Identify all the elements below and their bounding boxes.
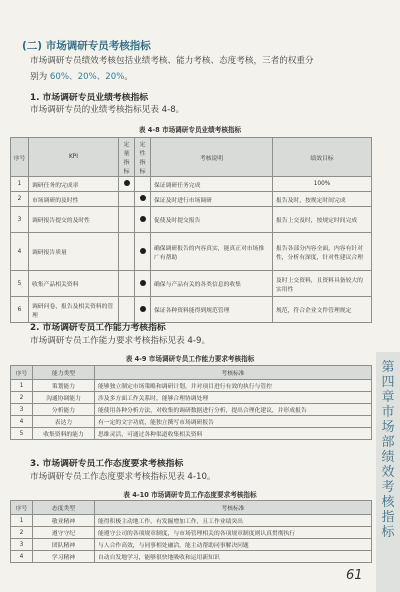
cell-qual <box>135 207 151 233</box>
chapter-side-tab <box>376 0 400 592</box>
side-chapter-title: 第四章 市场部绩效考核指标 <box>381 360 395 540</box>
qualitative-marker-icon <box>140 248 146 254</box>
cell-target: 及时上交资料，且资料具备较大的实用性 <box>273 271 372 297</box>
cell-type: 沟通协调能力 <box>33 392 95 404</box>
cell-type: 学习精神 <box>33 551 95 563</box>
cell-no: 2 <box>11 392 33 404</box>
cell-kpi: 调研问卷、报告及相关资料的管理 <box>29 297 119 323</box>
cell-no: 1 <box>11 515 33 527</box>
cell-qual <box>135 192 151 207</box>
cell-desc: 保证各种资料能得到规范管理 <box>151 297 273 323</box>
subsection-1-title: 1. 市场调研专员业绩考核指标 <box>30 93 149 103</box>
cell-type: 策划能力 <box>33 380 95 392</box>
qualitative-marker-icon <box>140 306 146 312</box>
subsection-2-title: 2. 市场调研专员工作能力考核指标 <box>30 323 166 333</box>
cell-standard: 与人合作高效，与同事相处融洽，能主动帮助同事解决问题 <box>95 539 372 551</box>
cell-qual <box>135 177 151 192</box>
cell-standard: 能得积极主动地工作，有发掘增加工作，且工作业绩突出 <box>95 515 372 527</box>
table-row <box>11 192 372 207</box>
col-header: 考核标准 <box>95 366 372 380</box>
table-4-9 <box>10 365 372 440</box>
cell-kpi: 调研报告质量 <box>29 233 119 271</box>
cell-target: 100% <box>273 177 372 192</box>
col-header: 定性指标 <box>135 138 151 177</box>
qualitative-marker-icon <box>140 280 146 286</box>
intro-line-2 <box>30 69 365 85</box>
intro-text: 别为 <box>30 72 50 82</box>
cell-no: 5 <box>11 428 33 440</box>
table-row <box>11 539 372 551</box>
cell-no: 3 <box>11 207 29 233</box>
cell-target: 报告各部分内容全面，内容有针对性，分析有深度，针对性建议合理 <box>273 233 372 271</box>
col-header: 能力类型 <box>33 366 95 380</box>
cell-desc: 保证调研任务完成 <box>151 177 273 192</box>
cell-kpi: 调研报告提交的及时性 <box>29 207 119 233</box>
table-row <box>11 551 372 563</box>
table-row <box>11 515 372 527</box>
cell-target: 报告上交及时，按规定时间完成 <box>273 207 372 233</box>
table-row <box>11 428 372 440</box>
cell-no: 6 <box>11 297 29 323</box>
cell-quant <box>119 177 135 192</box>
cell-no: 4 <box>11 416 33 428</box>
quantitative-marker-icon <box>124 180 130 186</box>
cell-quant <box>119 271 135 297</box>
cell-no: 2 <box>11 192 29 207</box>
page-number: 61 <box>346 568 363 583</box>
table-row <box>11 404 372 416</box>
cell-no: 3 <box>11 539 33 551</box>
cell-no: 1 <box>11 380 33 392</box>
col-header: 序号 <box>11 501 33 515</box>
cell-standard: 能使用各种分析方法，对收集的调研数据进行分析，提出合理化建议，并形成报告 <box>95 404 372 416</box>
cell-quant <box>119 192 135 207</box>
col-header: 序号 <box>11 138 29 177</box>
cell-no: 3 <box>11 404 33 416</box>
cell-no: 1 <box>11 177 29 192</box>
cell-standard: 有一定的文字功底，能独立撰写市场调研报告 <box>95 416 372 428</box>
weights-text: 60%、20%、20% <box>49 72 125 82</box>
cell-kpi: 收集产品相关资料 <box>29 271 119 297</box>
cell-target: 报告及时，按规定时间完成 <box>273 192 372 207</box>
col-header: 序号 <box>11 366 33 380</box>
cell-standard: 自动自发地学习，能够很快地吸收和运用新知识 <box>95 551 372 563</box>
cell-quant <box>119 297 135 323</box>
cell-type: 表达力 <box>33 416 95 428</box>
table-4-10-caption: 表 4-10 市场调研专员工作态度要求考核指标 <box>123 491 257 499</box>
table-row <box>11 271 372 297</box>
cell-qual <box>135 297 151 323</box>
intro-paragraph <box>30 53 365 85</box>
cell-quant <box>119 233 135 271</box>
col-header: 定量指标 <box>119 138 135 177</box>
table-row <box>11 380 372 392</box>
cell-type: 分析能力 <box>33 404 95 416</box>
cell-desc: 确保与产品有关的各类信息的收集 <box>151 271 273 297</box>
intro-text-end: 。 <box>124 72 134 82</box>
col-header: 考核说明 <box>151 138 273 177</box>
cell-standard: 能遵守公司的各项规章制度，与市场管理相关的各项规章制度则认真贯彻执行 <box>95 527 372 539</box>
table-4-8-caption: 表 4-8 市场调研专员业绩考核指标 <box>138 126 242 134</box>
cell-type: 团队精神 <box>33 539 95 551</box>
cell-quant <box>119 207 135 233</box>
cell-kpi: 市场调研的及时性 <box>29 192 119 207</box>
subsection-3-desc: 市场调研专员工作态度要求考核指标见表 4-10。 <box>30 472 216 482</box>
intro-line-1: 市场调研专员绩效考核包括业绩考核、能力考核、态度考核，三者的权重分 <box>30 56 314 66</box>
qualitative-marker-icon <box>140 195 146 201</box>
table-row <box>11 177 372 192</box>
table-row <box>11 392 372 404</box>
col-header: 态度类型 <box>33 501 95 515</box>
table-4-9-caption: 表 4-9 市场调研专员工作能力要求考核指标 <box>125 355 255 363</box>
cell-standard: 涉及多方面工作关系时，能够合理协调处理 <box>95 392 372 404</box>
cell-type: 收集资料的能力 <box>33 428 95 440</box>
cell-standard: 能够独立制定市场策略和调研计划，并对项目进行有效的执行与管控 <box>95 380 372 392</box>
section-heading: (二) 市场调研专员考核指标 <box>22 40 151 52</box>
cell-target: 规范，符合企业文件管理规定 <box>273 297 372 323</box>
table-row <box>11 297 372 323</box>
cell-no: 4 <box>11 551 33 563</box>
table-row <box>11 207 372 233</box>
cell-qual <box>135 233 151 271</box>
col-header: 考核标准 <box>95 501 372 515</box>
table-row <box>11 527 372 539</box>
cell-desc: 促使及时提交报告 <box>151 207 273 233</box>
cell-standard: 思维灵活，可通过各种渠道收集相关资料 <box>95 428 372 440</box>
table-row <box>11 233 372 271</box>
table-4-10 <box>10 500 372 563</box>
subsection-1-desc: 市场调研专员的业绩考核指标见表 4-8。 <box>30 105 185 115</box>
col-header: 绩效目标 <box>273 138 372 177</box>
table-row <box>11 416 372 428</box>
cell-no: 5 <box>11 271 29 297</box>
subsection-3-title: 3. 市场调研专员工作态度要求考核指标 <box>30 459 184 469</box>
cell-kpi: 调研任务的完成率 <box>29 177 119 192</box>
cell-qual <box>135 271 151 297</box>
cell-no: 2 <box>11 527 33 539</box>
col-header: KPI <box>29 138 119 177</box>
cell-desc: 确保调研报告的内容真实，能真正对市场推广有帮助 <box>151 233 273 271</box>
cell-desc: 保证及时进行市场调研 <box>151 192 273 207</box>
table-4-8 <box>10 137 372 323</box>
qualitative-marker-icon <box>140 216 146 222</box>
cell-no: 4 <box>11 233 29 271</box>
subsection-2-desc: 市场调研专员工作能力要求考核指标见表 4-9。 <box>30 336 211 346</box>
cell-type: 遵守守纪 <box>33 527 95 539</box>
cell-type: 敬业精神 <box>33 515 95 527</box>
